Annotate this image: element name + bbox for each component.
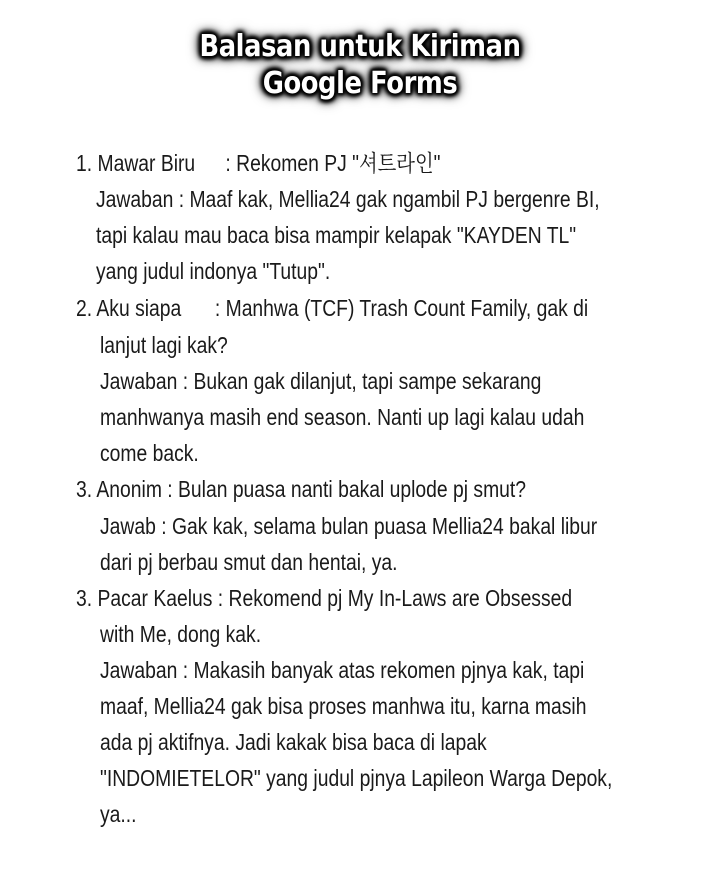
question-4-text: : Rekomend pj My In-Laws are Obsessed	[217, 585, 573, 611]
question-4	[76, 585, 572, 611]
answer-4-line-5: ya...	[100, 801, 137, 827]
question-2-continued: lanjut lagi kak?	[100, 332, 228, 358]
question-2	[76, 295, 588, 321]
answer-2-line-2: manhwanya masih end season. Nanti up lagi kalau udah	[100, 404, 585, 430]
question-4-continued: with Me, dong kak.	[100, 621, 262, 647]
answer-4-line-3: ada pj aktifnya. Jadi kakak bisa baca di lapak	[100, 729, 487, 755]
question-4-label: 3. Pacar Kaelus	[76, 585, 213, 611]
answer-1-line-2: tapi kalau mau baca bisa mampir kelapak "KAYDEN TL"	[96, 222, 577, 248]
answer-3-line-1: Jawab : Gak kak, selama bulan puasa Mellia24 bakal libur	[100, 513, 598, 539]
answer-2-line-1: Jawaban : Bukan gak dilanjut, tapi sampe sekarang	[100, 368, 542, 394]
answer-4-line-1: Jawaban : Makasih banyak atas rekomen pjnya kak, tapi	[100, 657, 585, 683]
question-1	[76, 150, 440, 176]
answer-1-line-3: yang judul indonya "Tutup".	[96, 258, 331, 284]
answer-4-line-2: maaf, Mellia24 gak bisa proses manhwa itu, karna masih	[100, 693, 587, 719]
question-1-label: 1. Mawar Biru	[76, 150, 196, 176]
answer-3-line-2: dari pj berbau smut dan hentai, ya.	[100, 549, 398, 575]
question-3-text: : Bulan puasa nanti bakal uplode pj smut?	[167, 476, 527, 502]
question-2-label: 2. Aku siapa	[76, 295, 182, 321]
question-1-text: : Rekomen PJ "셔트라인"	[225, 150, 441, 176]
question-3	[76, 476, 526, 502]
question-3-label: 3. Anonim	[76, 476, 162, 502]
question-2-text: : Manhwa (TCF) Trash Count Family, gak di	[214, 295, 589, 321]
answer-4-line-4: "INDOMIETELOR" yang judul pjnya Lapileon Warga Depok,	[100, 765, 613, 791]
answer-2-line-3: come back.	[100, 440, 199, 466]
answer-1-line-1: Jawaban : Maaf kak, Mellia24 gak ngambil PJ bergenre BI,	[96, 186, 600, 212]
title-line-2: Google Forms	[262, 66, 458, 101]
title-line-1: Balasan untuk Kiriman	[199, 29, 521, 64]
